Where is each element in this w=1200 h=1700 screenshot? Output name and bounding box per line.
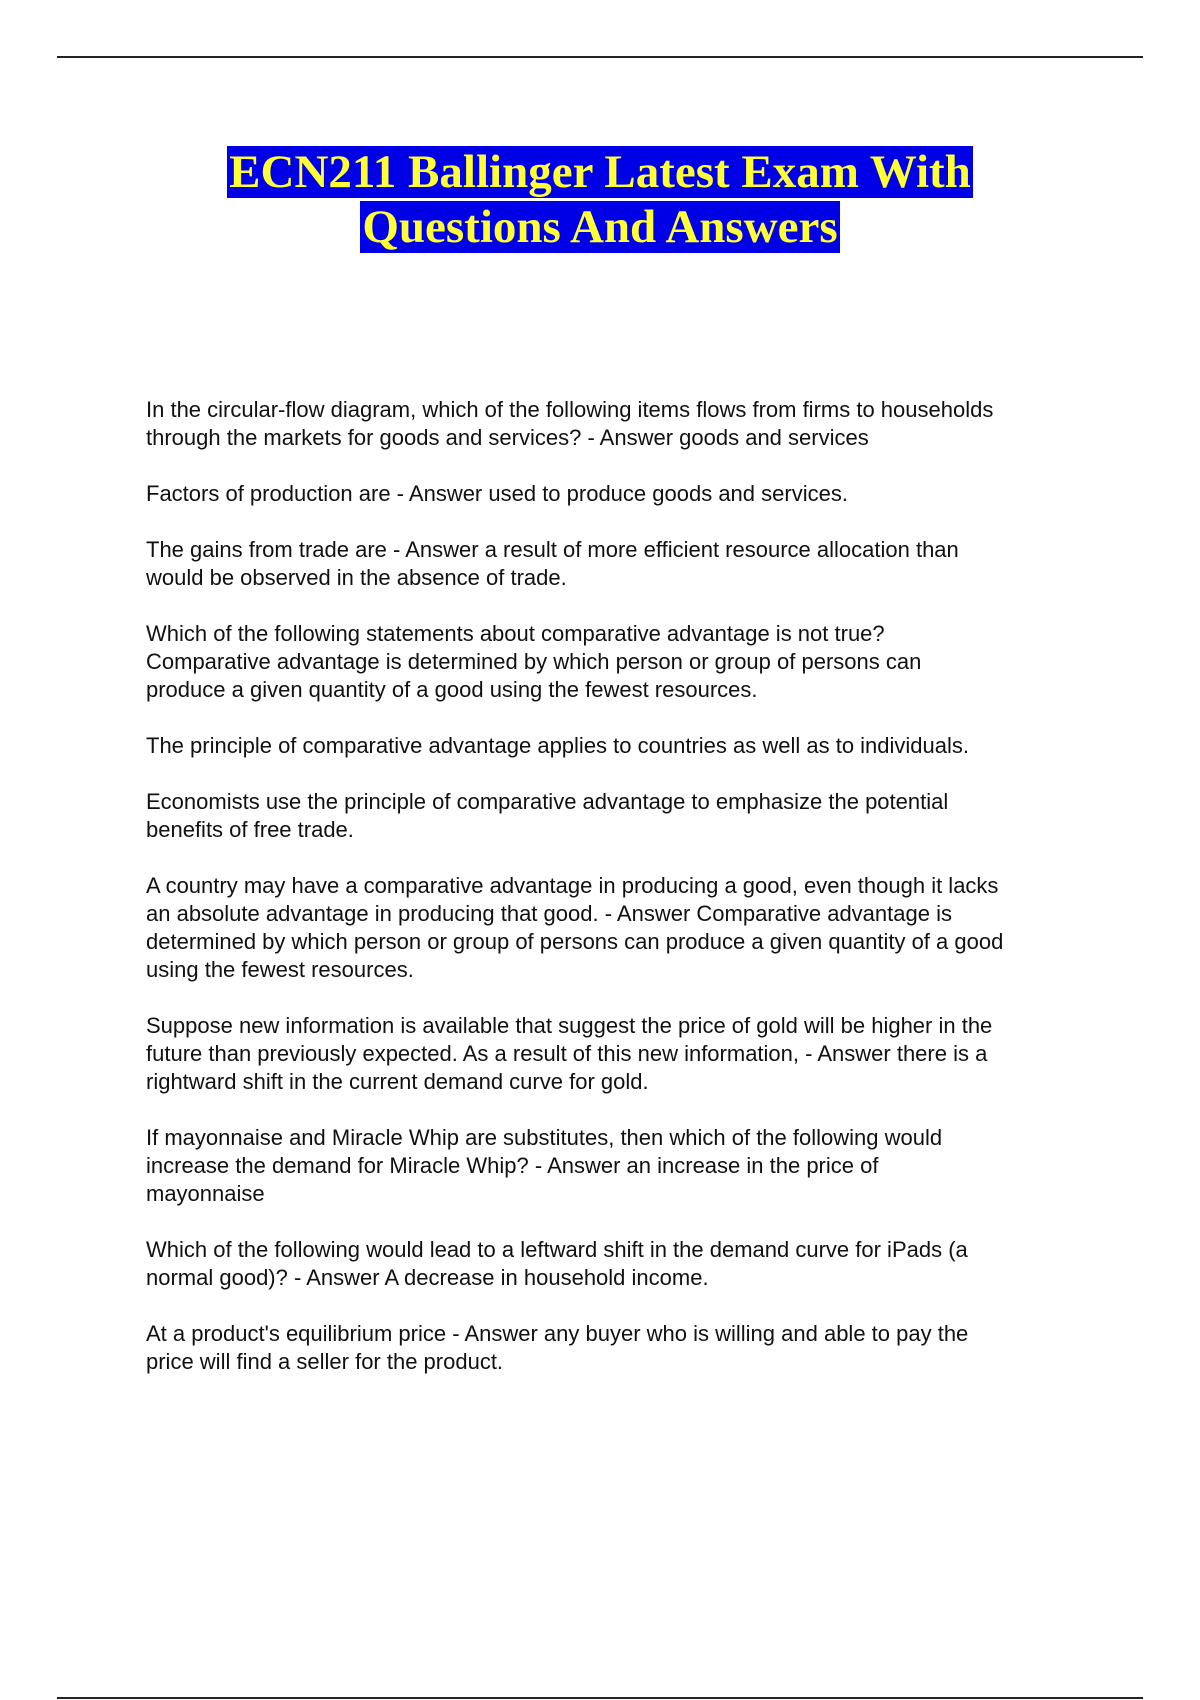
title-line-1: ECN211 Ballinger Latest Exam With	[229, 146, 971, 198]
title-line-2: Questions And Answers	[362, 201, 838, 253]
qa-item: The gains from trade are - Answer a result of more efficient resource allocation than would be observed in the absence of trade.	[146, 537, 959, 590]
document-title	[0, 145, 1200, 255]
qa-item: At a product's equilibrium price - Answer any buyer who is willing and able to pay the price will find a seller for the product.	[146, 1321, 969, 1374]
qa-item: Which of the following would lead to a leftward shift in the demand curve for iPads (a normal good)? - Answer A decrease in household income.	[146, 1237, 968, 1290]
qa-item: The principle of comparative advantage applies to countries as well as to individuals.	[146, 733, 970, 758]
qa-item: Economists use the principle of comparative advantage to emphasize the potential benefits of free trade.	[146, 789, 949, 842]
qa-item: A country may have a comparative advantage in producing a good, even though it lacks an absolute advantage in producing that good. - Answer Comparative advantage is determined by which person or group of persons can produce a given quantity of a good using the fewest resources.	[146, 873, 1004, 982]
header-rule	[57, 56, 1143, 58]
footer-rule	[57, 1697, 1143, 1699]
qa-item: Suppose new information is available that suggest the price of gold will be higher in the future than previously expected. As a result of this new information, - Answer there is a rightward shift in the current demand curve for gold.	[146, 1013, 993, 1094]
qa-item: Which of the following statements about comparative advantage is not true? Comparative advantage is determined by which person or group of persons can produce a given quantity of a good using the fewest resources.	[146, 621, 922, 702]
qa-item: Factors of production are - Answer used to produce goods and services.	[146, 481, 848, 506]
qa-item: In the circular-flow diagram, which of the following items flows from firms to households through the markets for goods and services? - Answer goods and services	[146, 397, 994, 450]
qa-list	[146, 396, 1096, 1404]
qa-item: If mayonnaise and Miracle Whip are substitutes, then which of the following would increase the demand for Miracle Whip? - Answer an increase in the price of mayonnaise	[146, 1125, 943, 1206]
